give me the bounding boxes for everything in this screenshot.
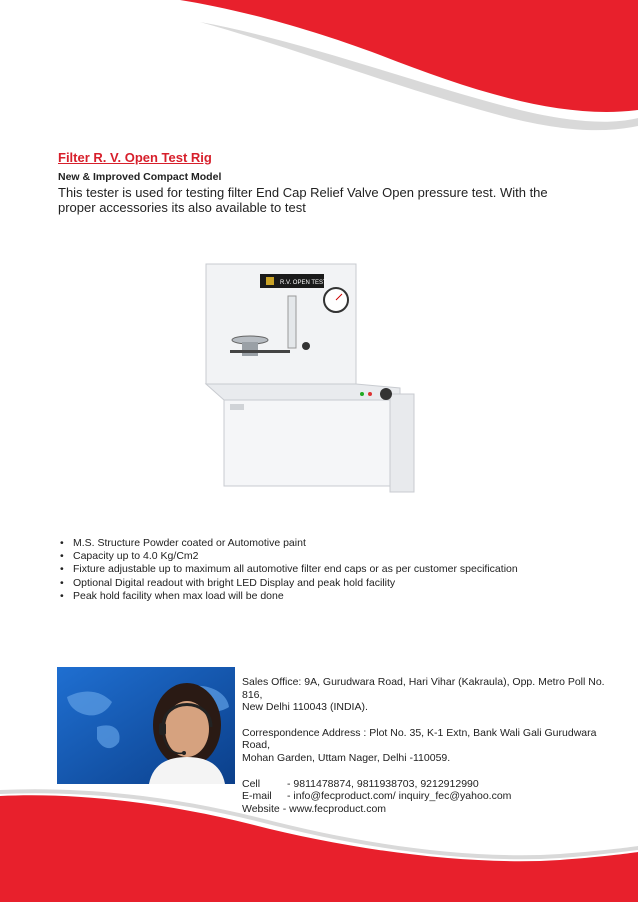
website-value[interactable]: - www.fecproduct.com — [282, 802, 387, 815]
description: This tester is used for testing filter End Cap Relief Valve Open pressure test. With the proper accessories its also available to test — [58, 185, 548, 215]
top-wave-decoration — [0, 0, 638, 140]
email-value[interactable]: - info@fecproduct.com/ inquiry_fec@yahoo.com — [287, 790, 512, 803]
subtitle: New & Improved Compact Model — [58, 171, 222, 183]
panel-label: R.V. OPEN TEST — [280, 280, 327, 286]
email-label: E-mail — [242, 790, 272, 803]
page-title: Filter R. V. Open Test Rig — [58, 150, 212, 165]
features-list — [58, 537, 518, 603]
feature-item: • Capacity up to 4.0 Kg/Cm2 — [58, 550, 518, 563]
sales-office-line: Sales Office: 9A, Gurudwara Road, Hari Vihar (Kakraula), Opp. Metro Poll No. 816, — [242, 676, 605, 701]
website-label: Website — [242, 802, 280, 815]
feature-item: • Fixture adjustable up to maximum all automotive filter end caps or as per customer specification — [58, 563, 518, 576]
product-image — [200, 262, 422, 498]
correspondence-line: Mohan Garden, Uttam Nager, Delhi -110059. — [242, 751, 451, 764]
bottom-wave-decoration — [0, 782, 638, 902]
feature-item: • Optional Digital readout with bright LED Display and peak hold facility — [58, 577, 518, 590]
cell-value: - 9811478874, 9811938703, 9212912990 — [287, 777, 479, 790]
feature-item: • Peak hold facility when max load will be done — [58, 590, 518, 603]
sales-office-line: New Delhi 110043 (INDIA). — [242, 701, 368, 714]
correspondence-line: Correspondence Address : Plot No. 35, K-1 Extn, Bank Wali Gali Gurudwara Road, — [242, 726, 597, 752]
cell-label: Cell — [242, 777, 261, 790]
feature-item: • M.S. Structure Powder coated or Automotive paint — [58, 537, 518, 550]
contact-photo — [57, 667, 235, 784]
